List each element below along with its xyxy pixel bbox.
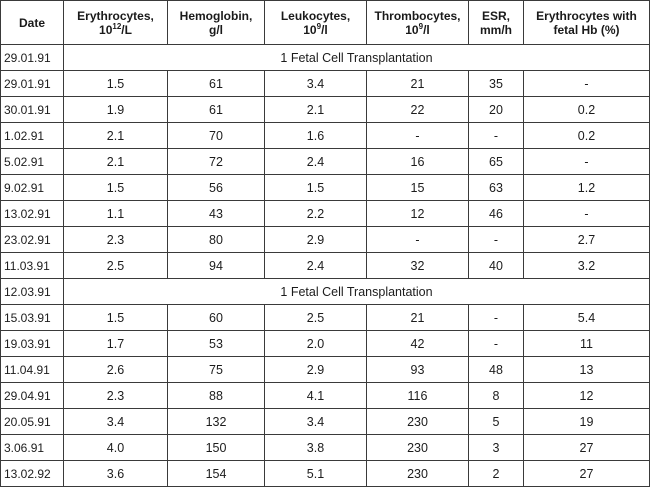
- cell-esr: 35: [469, 71, 524, 97]
- cell-esr: -: [469, 123, 524, 149]
- cell-date: 11.03.91: [1, 253, 64, 279]
- cell-thrombocytes: -: [367, 227, 469, 253]
- table-row: [1, 383, 650, 409]
- table-body: [1, 45, 650, 487]
- cell-thrombocytes: 16: [367, 149, 469, 175]
- transplantation-note: 1 Fetal Cell Transplantation: [64, 279, 650, 305]
- table-row: [1, 71, 650, 97]
- table-row: [1, 435, 650, 461]
- cell-leukocytes: 5.1: [265, 461, 367, 487]
- cell-leukocytes: 2.9: [265, 357, 367, 383]
- cell-date: 29.01.91: [1, 71, 64, 97]
- cell-hemoglobin: 80: [168, 227, 265, 253]
- cell-esr: 5: [469, 409, 524, 435]
- unit-suffix: /l: [423, 22, 430, 37]
- cell-leukocytes: 3.8: [265, 435, 367, 461]
- cell-leukocytes: 2.2: [265, 201, 367, 227]
- cell-erythrocytes: 2.1: [64, 149, 168, 175]
- table-header-row: [1, 1, 650, 45]
- cell-esr: 3: [469, 435, 524, 461]
- cell-leukocytes: 1.5: [265, 175, 367, 201]
- header-erythrocytes-unit: [64, 23, 167, 37]
- table-row: [1, 149, 650, 175]
- cell-thrombocytes: 21: [367, 71, 469, 97]
- header-fetal-hb: [524, 1, 650, 45]
- cell-hemoglobin: 53: [168, 331, 265, 357]
- cell-leukocytes: 2.1: [265, 97, 367, 123]
- cell-hemoglobin: 61: [168, 71, 265, 97]
- header-esr-unit: mm/h: [479, 22, 512, 37]
- header-erythrocytes-label: Erythrocytes,: [77, 8, 154, 23]
- cell-esr: 48: [469, 357, 524, 383]
- cell-esr: 63: [469, 175, 524, 201]
- cell-esr: 65: [469, 149, 524, 175]
- transplantation-row: [1, 279, 650, 305]
- cell-fetal-hb: -: [524, 71, 650, 97]
- transplantation-row: [1, 45, 650, 71]
- header-hemoglobin: [168, 1, 265, 45]
- cell-erythrocytes: 1.9: [64, 97, 168, 123]
- cell-fetal-hb: 0.2: [524, 123, 650, 149]
- cell-date: 29.04.91: [1, 383, 64, 409]
- cell-date: 11.04.91: [1, 357, 64, 383]
- cell-thrombocytes: -: [367, 123, 469, 149]
- table-row: [1, 253, 650, 279]
- cell-erythrocytes: 1.5: [64, 71, 168, 97]
- table-row: [1, 175, 650, 201]
- transplantation-note: 1 Fetal Cell Transplantation: [64, 45, 650, 71]
- cell-esr: -: [469, 331, 524, 357]
- cell-hemoglobin: 70: [168, 123, 265, 149]
- cell-erythrocytes: 2.1: [64, 123, 168, 149]
- unit-exponent: 9: [316, 21, 322, 31]
- cell-date: 1.02.91: [1, 123, 64, 149]
- cell-fetal-hb: 1.2: [524, 175, 650, 201]
- cell-erythrocytes: 1.5: [64, 305, 168, 331]
- cell-thrombocytes: 22: [367, 97, 469, 123]
- unit-base: 10: [303, 22, 317, 37]
- cell-esr: -: [469, 227, 524, 253]
- cell-thrombocytes: 230: [367, 409, 469, 435]
- cell-erythrocytes: 1.5: [64, 175, 168, 201]
- header-thrombocytes: [367, 1, 469, 45]
- cell-fetal-hb: 2.7: [524, 227, 650, 253]
- cell-esr: 20: [469, 97, 524, 123]
- cell-erythrocytes: 3.6: [64, 461, 168, 487]
- unit-base: 10: [405, 22, 419, 37]
- table-row: [1, 97, 650, 123]
- cell-esr: 8: [469, 383, 524, 409]
- cell-hemoglobin: 75: [168, 357, 265, 383]
- cell-thrombocytes: 93: [367, 357, 469, 383]
- cell-esr: -: [469, 305, 524, 331]
- cell-erythrocytes: 2.3: [64, 227, 168, 253]
- cell-thrombocytes: 230: [367, 461, 469, 487]
- cell-hemoglobin: 56: [168, 175, 265, 201]
- cell-hemoglobin: 94: [168, 253, 265, 279]
- header-fetal-hb-unit: fetal Hb (%): [553, 22, 620, 37]
- cell-date: 13.02.92: [1, 461, 64, 487]
- cell-fetal-hb: 3.2: [524, 253, 650, 279]
- cell-hemoglobin: 154: [168, 461, 265, 487]
- cell-erythrocytes: 1.7: [64, 331, 168, 357]
- header-thrombocytes-label: Thrombocytes,: [374, 8, 461, 23]
- cell-leukocytes: 2.4: [265, 149, 367, 175]
- table-row: [1, 201, 650, 227]
- cell-fetal-hb: 13: [524, 357, 650, 383]
- cell-fetal-hb: 27: [524, 435, 650, 461]
- cell-thrombocytes: 15: [367, 175, 469, 201]
- cell-date: 15.03.91: [1, 305, 64, 331]
- cell-hemoglobin: 61: [168, 97, 265, 123]
- cell-date: 20.05.91: [1, 409, 64, 435]
- cell-fetal-hb: 27: [524, 461, 650, 487]
- unit-exponent: 12: [112, 21, 122, 31]
- cell-date: 19.03.91: [1, 331, 64, 357]
- cell-leukocytes: 2.4: [265, 253, 367, 279]
- unit-base: 10: [99, 22, 113, 37]
- cell-esr: 40: [469, 253, 524, 279]
- cell-hemoglobin: 60: [168, 305, 265, 331]
- cell-fetal-hb: 19: [524, 409, 650, 435]
- cell-fetal-hb: 12: [524, 383, 650, 409]
- header-fetal-hb-label: Erythrocytes with: [536, 8, 637, 23]
- cell-thrombocytes: 12: [367, 201, 469, 227]
- cell-date: 13.02.91: [1, 201, 64, 227]
- cell-thrombocytes: 32: [367, 253, 469, 279]
- cell-hemoglobin: 43: [168, 201, 265, 227]
- cell-date: 30.01.91: [1, 97, 64, 123]
- cell-hemoglobin: 88: [168, 383, 265, 409]
- cell-fetal-hb: -: [524, 201, 650, 227]
- cell-fetal-hb: -: [524, 149, 650, 175]
- header-leukocytes: [265, 1, 367, 45]
- cell-hemoglobin: 72: [168, 149, 265, 175]
- table-row: [1, 409, 650, 435]
- cell-thrombocytes: 116: [367, 383, 469, 409]
- cell-date: 12.03.91: [1, 279, 64, 305]
- table-row: [1, 461, 650, 487]
- header-leukocytes-unit: [265, 23, 366, 37]
- cell-thrombocytes: 42: [367, 331, 469, 357]
- unit-suffix: /L: [121, 22, 132, 37]
- table-row: [1, 331, 650, 357]
- header-thrombocytes-unit: [367, 23, 468, 37]
- table-row: [1, 305, 650, 331]
- cell-thrombocytes: 230: [367, 435, 469, 461]
- table-row: [1, 357, 650, 383]
- cell-leukocytes: 3.4: [265, 71, 367, 97]
- cell-erythrocytes: 1.1: [64, 201, 168, 227]
- cell-leukocytes: 2.0: [265, 331, 367, 357]
- table-row: [1, 123, 650, 149]
- cell-fetal-hb: 0.2: [524, 97, 650, 123]
- cell-erythrocytes: 2.6: [64, 357, 168, 383]
- unit-suffix: /l: [321, 22, 328, 37]
- cell-thrombocytes: 21: [367, 305, 469, 331]
- header-esr-label: ESR,: [481, 8, 510, 23]
- header-hemoglobin-unit: g/l: [209, 22, 223, 37]
- cell-erythrocytes: 2.3: [64, 383, 168, 409]
- cell-erythrocytes: 2.5: [64, 253, 168, 279]
- cell-hemoglobin: 132: [168, 409, 265, 435]
- unit-exponent: 9: [418, 21, 424, 31]
- cell-leukocytes: 1.6: [265, 123, 367, 149]
- cell-date: 5.02.91: [1, 149, 64, 175]
- cell-leukocytes: 2.5: [265, 305, 367, 331]
- header-date-label: Date: [18, 15, 45, 30]
- header-leukocytes-label: Leukocytes,: [280, 8, 351, 23]
- cell-date: 23.02.91: [1, 227, 64, 253]
- cell-erythrocytes: 3.4: [64, 409, 168, 435]
- cell-date: 9.02.91: [1, 175, 64, 201]
- cell-fetal-hb: 11: [524, 331, 650, 357]
- cell-leukocytes: 4.1: [265, 383, 367, 409]
- table-row: [1, 227, 650, 253]
- cell-erythrocytes: 4.0: [64, 435, 168, 461]
- header-date: [1, 1, 64, 45]
- cell-hemoglobin: 150: [168, 435, 265, 461]
- cell-date: 29.01.91: [1, 45, 64, 71]
- cell-date: 3.06.91: [1, 435, 64, 461]
- cell-leukocytes: 2.9: [265, 227, 367, 253]
- header-esr: [469, 1, 524, 45]
- header-hemoglobin-label: Hemoglobin,: [179, 8, 253, 23]
- cell-esr: 2: [469, 461, 524, 487]
- cell-fetal-hb: 5.4: [524, 305, 650, 331]
- cell-leukocytes: 3.4: [265, 409, 367, 435]
- cell-esr: 46: [469, 201, 524, 227]
- header-erythrocytes: [64, 1, 168, 45]
